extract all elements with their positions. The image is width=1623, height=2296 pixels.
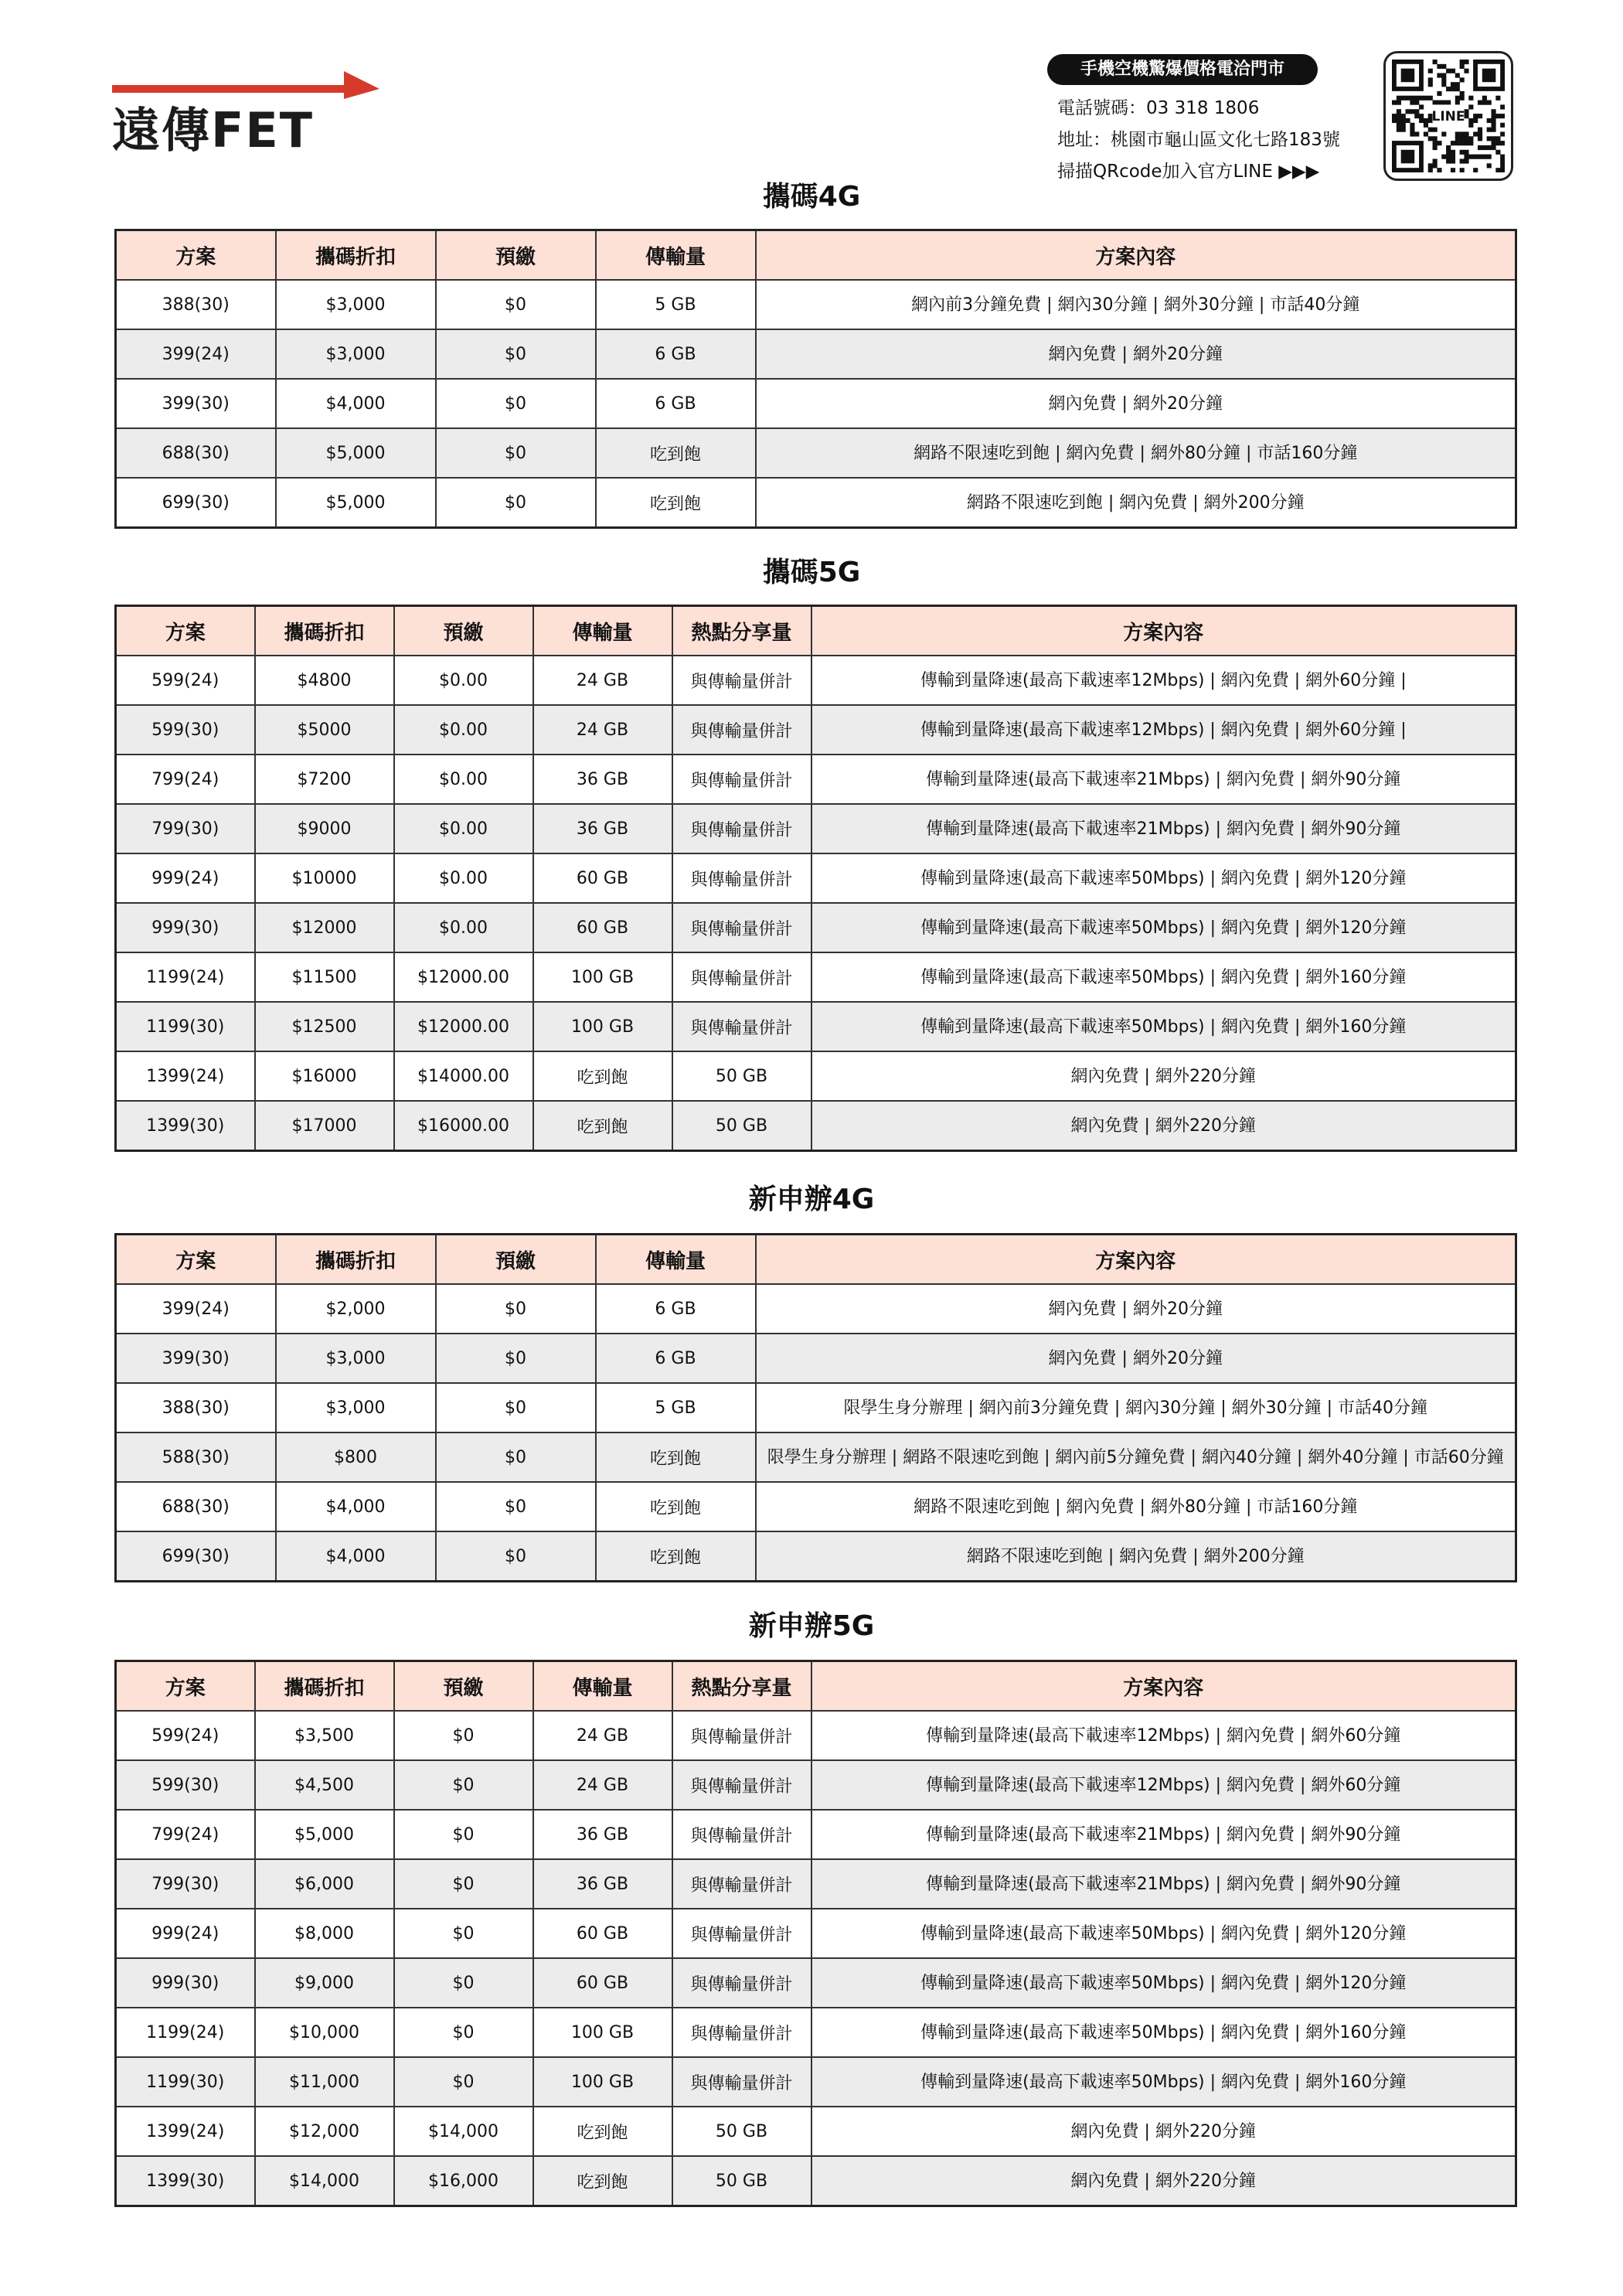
table-header-row — [116, 606, 1516, 656]
cell-plan-details: 傳輸到量降速(最高下載速率12Mbps) | 網內免費 | 網外60分鐘 | — [812, 656, 1516, 705]
cell-prepayment: $0 — [394, 1958, 533, 2008]
table-row — [116, 1334, 1516, 1383]
logo-arrow-icon — [112, 68, 383, 99]
cell-plan-details: 傳輸到量降速(最高下載速率50Mbps) | 網內免費 | 網外120分鐘 — [812, 903, 1516, 952]
cell-plan-details: 傳輸到量降速(最高下載速率12Mbps) | 網內免費 | 網外60分鐘 — [812, 1711, 1516, 1760]
cell-data-allowance: 5 GB — [596, 280, 756, 329]
cell-plan-details: 傳輸到量降速(最高下載速率12Mbps) | 網內免費 | 網外60分鐘 — [812, 1760, 1516, 1810]
cell-hotspot-share: 與傳輸量併計 — [672, 1810, 812, 1859]
cell-prepayment: $14000.00 — [394, 1051, 533, 1101]
column-header-data-allowance: 傳輸量 — [533, 606, 672, 656]
cell-prepayment: $0.00 — [394, 705, 533, 755]
cell-hotspot-share: 與傳輸量併計 — [672, 853, 812, 903]
section-title-new-4g: 新申辦4G — [748, 1184, 875, 1215]
cell-data-allowance: 6 GB — [596, 1334, 756, 1383]
column-header-port-discount: 攜碼折扣 — [276, 230, 436, 281]
cell-data-allowance: 吃到飽 — [533, 2107, 672, 2156]
cell-port-discount: $3,000 — [276, 329, 436, 379]
cell-port-discount: $10,000 — [255, 2008, 394, 2057]
cell-port-discount: $4,000 — [276, 1531, 436, 1582]
cell-data-allowance: 6 GB — [596, 1284, 756, 1334]
cell-port-discount: $11,000 — [255, 2057, 394, 2107]
cell-plan-name: 688(30) — [116, 1482, 276, 1531]
cell-plan-details: 限學生身分辦理 | 網路不限速吃到飽 | 網內前5分鐘免費 | 網內40分鐘 | 網外40分鐘 | 市話60分鐘 — [756, 1432, 1516, 1482]
cell-data-allowance: 36 GB — [533, 1810, 672, 1859]
cell-plan-name: 1199(30) — [116, 2057, 255, 2107]
table-row — [116, 2156, 1516, 2206]
cell-port-discount: $3,000 — [276, 1383, 436, 1432]
cell-port-discount: $8,000 — [255, 1909, 394, 1958]
column-header-hotspot-share: 熱點分享量 — [672, 606, 812, 656]
cell-data-allowance: 24 GB — [533, 705, 672, 755]
cell-data-allowance: 100 GB — [533, 2008, 672, 2057]
cell-plan-name: 1399(24) — [116, 1051, 255, 1101]
cell-hotspot-share: 50 GB — [672, 1101, 812, 1151]
column-header-hotspot-share: 熱點分享量 — [672, 1661, 812, 1712]
cell-plan-name: 1399(24) — [116, 2107, 255, 2156]
cell-prepayment: $0 — [436, 379, 596, 428]
cell-plan-name: 699(30) — [116, 1531, 276, 1582]
cell-prepayment: $12000.00 — [394, 952, 533, 1002]
cell-plan-name: 999(24) — [116, 1909, 255, 1958]
column-header-data-allowance: 傳輸量 — [596, 230, 756, 281]
cell-plan-details: 網內免費 | 網外20分鐘 — [756, 1284, 1516, 1334]
plan-table-new-4g — [114, 1233, 1517, 1582]
cell-plan-name: 388(30) — [116, 280, 276, 329]
table-header-row — [116, 1661, 1516, 1712]
column-header-plan-details: 方案內容 — [812, 606, 1516, 656]
table-row — [116, 1051, 1516, 1101]
cell-data-allowance: 6 GB — [596, 329, 756, 379]
table-header-row — [116, 230, 1516, 281]
table-row — [116, 1383, 1516, 1432]
cell-hotspot-share: 與傳輸量併計 — [672, 755, 812, 804]
cell-plan-name: 699(30) — [116, 478, 276, 528]
cell-plan-details: 傳輸到量降速(最高下載速率50Mbps) | 網內免費 | 網外160分鐘 — [812, 952, 1516, 1002]
store-line-prompt: 掃描QRcode加入官方LINE ▶▶▶ — [1057, 162, 1320, 182]
cell-port-discount: $12,000 — [255, 2107, 394, 2156]
cell-plan-name: 1199(24) — [116, 2008, 255, 2057]
table-row — [116, 656, 1516, 705]
cell-port-discount: $4,500 — [255, 1760, 394, 1810]
cell-hotspot-share: 與傳輸量併計 — [672, 1958, 812, 2008]
cell-plan-name: 1399(30) — [116, 1101, 255, 1151]
cell-data-allowance: 100 GB — [533, 952, 672, 1002]
cell-plan-details: 傳輸到量降速(最高下載速率12Mbps) | 網內免費 | 網外60分鐘 | — [812, 705, 1516, 755]
cell-hotspot-share: 50 GB — [672, 2107, 812, 2156]
cell-port-discount: $12000 — [255, 903, 394, 952]
cell-plan-name: 999(30) — [116, 1958, 255, 2008]
cell-prepayment: $0 — [436, 1432, 596, 1482]
column-header-port-discount: 攜碼折扣 — [255, 606, 394, 656]
cell-plan-name: 999(30) — [116, 903, 255, 952]
table-row — [116, 1760, 1516, 1810]
table-row — [116, 1482, 1516, 1531]
cell-data-allowance: 吃到飽 — [596, 428, 756, 478]
cell-plan-name: 599(24) — [116, 1711, 255, 1760]
cell-prepayment: $0 — [436, 478, 596, 528]
table-row — [116, 379, 1516, 428]
cell-prepayment: $0.00 — [394, 903, 533, 952]
cell-data-allowance: 吃到飽 — [596, 1531, 756, 1582]
cell-data-allowance: 36 GB — [533, 755, 672, 804]
column-header-port-discount: 攜碼折扣 — [255, 1661, 394, 1712]
cell-hotspot-share: 與傳輸量併計 — [672, 656, 812, 705]
cell-plan-name: 399(30) — [116, 379, 276, 428]
cell-prepayment: $0 — [394, 1810, 533, 1859]
cell-data-allowance: 吃到飽 — [533, 2156, 672, 2206]
table-row — [116, 2008, 1516, 2057]
cell-prepayment: $16,000 — [394, 2156, 533, 2206]
cell-port-discount: $4800 — [255, 656, 394, 705]
table-row — [116, 755, 1516, 804]
column-header-data-allowance: 傳輸量 — [533, 1661, 672, 1712]
line-qr-code[interactable] — [1383, 51, 1513, 181]
cell-plan-name: 399(24) — [116, 329, 276, 379]
table-header-row — [116, 1235, 1516, 1285]
cell-prepayment: $0 — [394, 1859, 533, 1909]
table-row — [116, 2107, 1516, 2156]
cell-port-discount: $10000 — [255, 853, 394, 903]
cell-hotspot-share: 50 GB — [672, 1051, 812, 1101]
cell-plan-name: 599(24) — [116, 656, 255, 705]
cell-prepayment: $0 — [394, 1760, 533, 1810]
cell-hotspot-share: 與傳輸量併計 — [672, 1711, 812, 1760]
table-row — [116, 329, 1516, 379]
cell-prepayment: $0.00 — [394, 755, 533, 804]
cell-data-allowance: 吃到飽 — [596, 1432, 756, 1482]
cell-data-allowance: 6 GB — [596, 379, 756, 428]
cell-plan-name: 388(30) — [116, 1383, 276, 1432]
cell-data-allowance: 24 GB — [533, 1711, 672, 1760]
qr-code-icon — [1392, 60, 1505, 172]
store-badge: 手機空機驚爆價格電洽門市 — [1047, 54, 1318, 85]
table-row — [116, 1432, 1516, 1482]
column-header-plan-details: 方案內容 — [812, 1661, 1516, 1712]
qr-line-label: LINE — [1431, 109, 1465, 124]
store-phone: 電話號碼：03 318 1806 — [1057, 98, 1260, 118]
table-row — [116, 1284, 1516, 1334]
cell-hotspot-share: 與傳輸量併計 — [672, 2057, 812, 2107]
cell-data-allowance: 吃到飽 — [596, 478, 756, 528]
table-row — [116, 1859, 1516, 1909]
cell-plan-details: 傳輸到量降速(最高下載速率21Mbps) | 網內免費 | 網外90分鐘 — [812, 1859, 1516, 1909]
cell-port-discount: $5,000 — [276, 428, 436, 478]
cell-hotspot-share: 與傳輸量併計 — [672, 1002, 812, 1051]
cell-data-allowance: 100 GB — [533, 2057, 672, 2107]
cell-port-discount: $7200 — [255, 755, 394, 804]
column-header-plan-name: 方案 — [116, 1235, 276, 1285]
cell-plan-details: 網路不限速吃到飽 | 網內免費 | 網外200分鐘 — [756, 1531, 1516, 1582]
cell-plan-details: 傳輸到量降速(最高下載速率50Mbps) | 網內免費 | 網外120分鐘 — [812, 1958, 1516, 2008]
cell-data-allowance: 24 GB — [533, 656, 672, 705]
cell-prepayment: $0.00 — [394, 656, 533, 705]
cell-plan-details: 網路不限速吃到飽 | 網內免費 | 網外80分鐘 | 市話160分鐘 — [756, 1482, 1516, 1531]
section-title-port-5g: 攜碼5G — [762, 557, 861, 588]
cell-plan-details: 傳輸到量降速(最高下載速率21Mbps) | 網內免費 | 網外90分鐘 — [812, 804, 1516, 853]
cell-hotspot-share: 與傳輸量併計 — [672, 1859, 812, 1909]
cell-plan-details: 網內免費 | 網外220分鐘 — [812, 2156, 1516, 2206]
cell-port-discount: $5,000 — [276, 478, 436, 528]
cell-port-discount: $16000 — [255, 1051, 394, 1101]
cell-prepayment: $0 — [394, 2008, 533, 2057]
cell-data-allowance: 吃到飽 — [596, 1482, 756, 1531]
cell-prepayment: $0 — [436, 1383, 596, 1432]
cell-prepayment: $0.00 — [394, 853, 533, 903]
cell-prepayment: $0 — [436, 1482, 596, 1531]
cell-data-allowance: 60 GB — [533, 903, 672, 952]
cell-hotspot-share: 與傳輸量併計 — [672, 1909, 812, 1958]
cell-plan-name: 399(30) — [116, 1334, 276, 1383]
cell-port-discount: $6,000 — [255, 1859, 394, 1909]
table-row — [116, 2057, 1516, 2107]
table-row — [116, 1101, 1516, 1151]
cell-port-discount: $3,000 — [276, 280, 436, 329]
cell-plan-details: 傳輸到量降速(最高下載速率50Mbps) | 網內免費 | 網外160分鐘 — [812, 1002, 1516, 1051]
cell-port-discount: $2,000 — [276, 1284, 436, 1334]
cell-data-allowance: 5 GB — [596, 1383, 756, 1432]
cell-prepayment: $0 — [394, 1711, 533, 1760]
cell-port-discount: $3,500 — [255, 1711, 394, 1760]
column-header-plan-details: 方案內容 — [756, 1235, 1516, 1285]
section-title-port-4g: 攜碼4G — [762, 181, 861, 213]
cell-port-discount: $5000 — [255, 705, 394, 755]
cell-prepayment: $16000.00 — [394, 1101, 533, 1151]
plan-table-new-5g — [114, 1660, 1517, 2207]
cell-port-discount: $14,000 — [255, 2156, 394, 2206]
plan-table-port-5g — [114, 605, 1517, 1152]
column-header-plan-name: 方案 — [116, 606, 255, 656]
cell-hotspot-share: 與傳輸量併計 — [672, 804, 812, 853]
cell-plan-name: 799(24) — [116, 755, 255, 804]
cell-plan-details: 網內免費 | 網外220分鐘 — [812, 1101, 1516, 1151]
cell-hotspot-share: 50 GB — [672, 2156, 812, 2206]
cell-plan-name: 688(30) — [116, 428, 276, 478]
cell-port-discount: $9000 — [255, 804, 394, 853]
cell-prepayment: $14,000 — [394, 2107, 533, 2156]
table-row — [116, 903, 1516, 952]
cell-plan-name: 999(24) — [116, 853, 255, 903]
cell-data-allowance: 100 GB — [533, 1002, 672, 1051]
cell-port-discount: $3,000 — [276, 1334, 436, 1383]
cell-plan-details: 傳輸到量降速(最高下載速率50Mbps) | 網內免費 | 網外120分鐘 — [812, 853, 1516, 903]
cell-plan-details: 網內免費 | 網外20分鐘 — [756, 1334, 1516, 1383]
table-row — [116, 705, 1516, 755]
cell-plan-name: 799(30) — [116, 1859, 255, 1909]
table-row — [116, 1002, 1516, 1051]
cell-plan-details: 網內前3分鐘免費 | 網內30分鐘 | 網外30分鐘 | 市話40分鐘 — [756, 280, 1516, 329]
cell-port-discount: $4,000 — [276, 1482, 436, 1531]
cell-plan-details: 網內免費 | 網外20分鐘 — [756, 329, 1516, 379]
cell-hotspot-share: 與傳輸量併計 — [672, 705, 812, 755]
cell-prepayment: $12000.00 — [394, 1002, 533, 1051]
cell-port-discount: $5,000 — [255, 1810, 394, 1859]
cell-data-allowance: 36 GB — [533, 804, 672, 853]
cell-plan-name: 599(30) — [116, 1760, 255, 1810]
table-row — [116, 478, 1516, 528]
cell-prepayment: $0 — [436, 428, 596, 478]
cell-plan-details: 傳輸到量降速(最高下載速率50Mbps) | 網內免費 | 網外120分鐘 — [812, 1909, 1516, 1958]
cell-port-discount: $11500 — [255, 952, 394, 1002]
column-header-prepayment: 預繳 — [436, 230, 596, 281]
cell-port-discount: $9,000 — [255, 1958, 394, 2008]
cell-hotspot-share: 與傳輸量併計 — [672, 2008, 812, 2057]
cell-prepayment: $0 — [436, 280, 596, 329]
cell-prepayment: $0 — [436, 329, 596, 379]
cell-port-discount: $17000 — [255, 1101, 394, 1151]
cell-hotspot-share: 與傳輸量併計 — [672, 952, 812, 1002]
cell-plan-details: 傳輸到量降速(最高下載速率21Mbps) | 網內免費 | 網外90分鐘 — [812, 755, 1516, 804]
cell-plan-name: 799(24) — [116, 1810, 255, 1859]
cell-data-allowance: 60 GB — [533, 1958, 672, 2008]
cell-plan-details: 傳輸到量降速(最高下載速率50Mbps) | 網內免費 | 網外160分鐘 — [812, 2057, 1516, 2107]
cell-plan-details: 傳輸到量降速(最高下載速率50Mbps) | 網內免費 | 網外160分鐘 — [812, 2008, 1516, 2057]
cell-plan-details: 傳輸到量降速(最高下載速率21Mbps) | 網內免費 | 網外90分鐘 — [812, 1810, 1516, 1859]
column-header-port-discount: 攜碼折扣 — [276, 1235, 436, 1285]
table-row — [116, 1810, 1516, 1859]
cell-plan-details: 網路不限速吃到飽 | 網內免費 | 網外80分鐘 | 市話160分鐘 — [756, 428, 1516, 478]
fet-logo — [112, 68, 383, 158]
cell-plan-details: 網內免費 | 網外220分鐘 — [812, 1051, 1516, 1101]
cell-prepayment: $0 — [394, 2057, 533, 2107]
cell-port-discount: $12500 — [255, 1002, 394, 1051]
cell-plan-details: 網內免費 | 網外220分鐘 — [812, 2107, 1516, 2156]
cell-plan-name: 1199(24) — [116, 952, 255, 1002]
column-header-data-allowance: 傳輸量 — [596, 1235, 756, 1285]
cell-port-discount: $800 — [276, 1432, 436, 1482]
column-header-plan-name: 方案 — [116, 1661, 255, 1712]
cell-prepayment: $0.00 — [394, 804, 533, 853]
column-header-plan-name: 方案 — [116, 230, 276, 281]
cell-data-allowance: 60 GB — [533, 853, 672, 903]
table-row — [116, 952, 1516, 1002]
cell-hotspot-share: 與傳輸量併計 — [672, 1760, 812, 1810]
column-header-prepayment: 預繳 — [394, 1661, 533, 1712]
table-row — [116, 1531, 1516, 1582]
column-header-prepayment: 預繳 — [436, 1235, 596, 1285]
logo-wordmark: 遠傳FET — [112, 102, 314, 158]
cell-hotspot-share: 與傳輸量併計 — [672, 903, 812, 952]
cell-data-allowance: 24 GB — [533, 1760, 672, 1810]
plan-table-port-4g — [114, 229, 1517, 529]
table-row — [116, 1711, 1516, 1760]
cell-plan-name: 799(30) — [116, 804, 255, 853]
cell-port-discount: $4,000 — [276, 379, 436, 428]
table-row — [116, 853, 1516, 903]
table-row — [116, 428, 1516, 478]
cell-plan-name: 1399(30) — [116, 2156, 255, 2206]
table-row — [116, 804, 1516, 853]
column-header-prepayment: 預繳 — [394, 606, 533, 656]
store-address: 地址：桃園市龜山區文化七路183號 — [1057, 130, 1340, 150]
cell-data-allowance: 36 GB — [533, 1859, 672, 1909]
cell-prepayment: $0 — [436, 1334, 596, 1383]
cell-data-allowance: 吃到飽 — [533, 1051, 672, 1101]
cell-plan-name: 1199(30) — [116, 1002, 255, 1051]
cell-plan-details: 限學生身分辦理 | 網內前3分鐘免費 | 網內30分鐘 | 網外30分鐘 | 市話40分鐘 — [756, 1383, 1516, 1432]
cell-plan-name: 588(30) — [116, 1432, 276, 1482]
cell-prepayment: $0 — [436, 1531, 596, 1582]
column-header-plan-details: 方案內容 — [756, 230, 1516, 281]
cell-data-allowance: 吃到飽 — [533, 1101, 672, 1151]
cell-data-allowance: 60 GB — [533, 1909, 672, 1958]
cell-plan-details: 網路不限速吃到飽 | 網內免費 | 網外200分鐘 — [756, 478, 1516, 528]
cell-plan-name: 399(24) — [116, 1284, 276, 1334]
table-row — [116, 280, 1516, 329]
cell-plan-name: 599(30) — [116, 705, 255, 755]
table-row — [116, 1909, 1516, 1958]
cell-prepayment: $0 — [436, 1284, 596, 1334]
table-row — [116, 1958, 1516, 2008]
cell-plan-details: 網內免費 | 網外20分鐘 — [756, 379, 1516, 428]
cell-prepayment: $0 — [394, 1909, 533, 1958]
section-title-new-5g: 新申辦5G — [748, 1610, 875, 1642]
